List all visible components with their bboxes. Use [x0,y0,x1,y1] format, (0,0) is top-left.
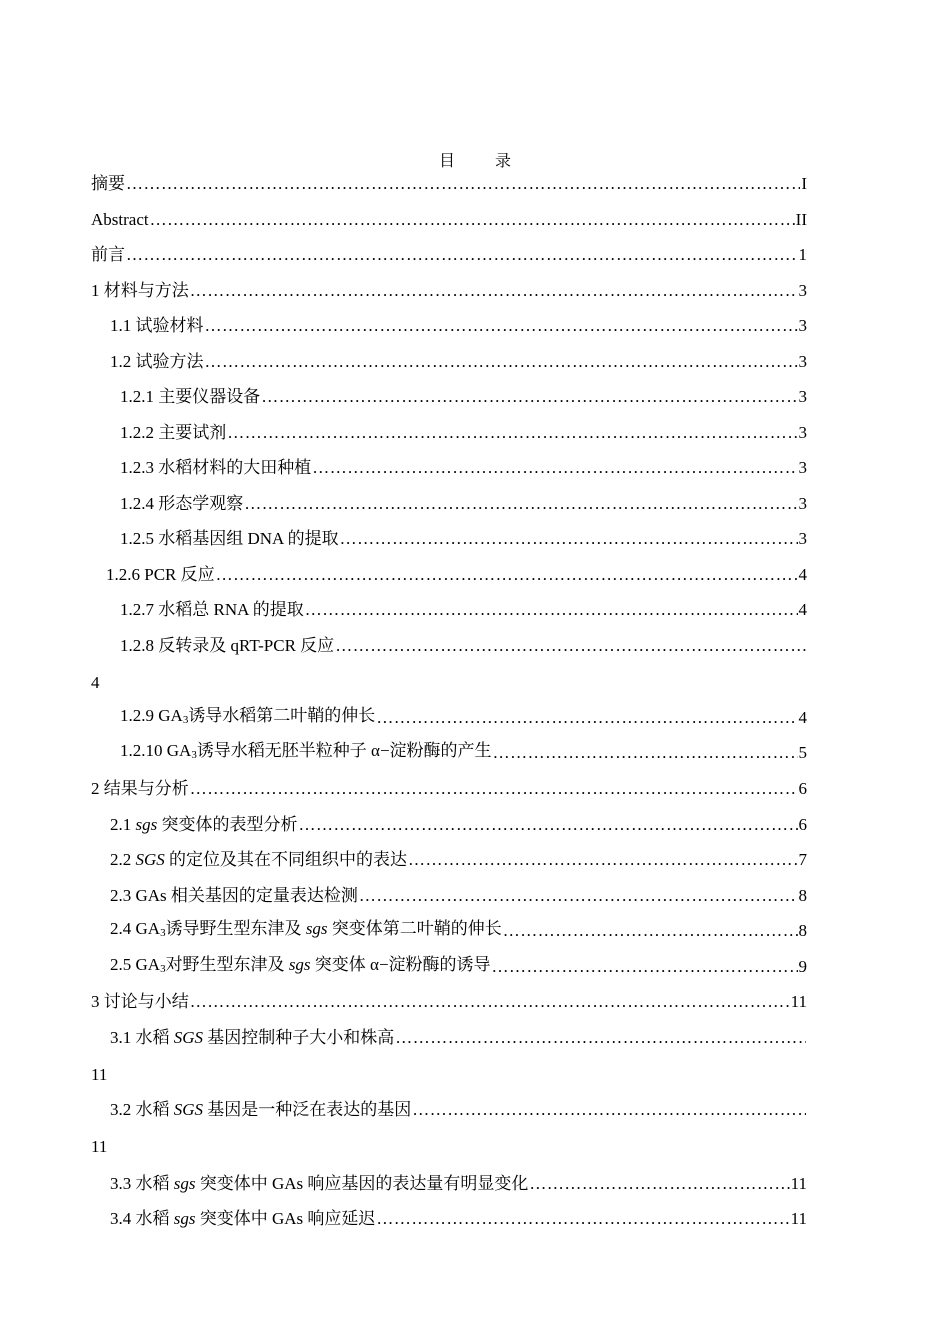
toc-entry-label: 1.2.5 水稻基因组 DNA 的提取 [120,529,339,548]
toc-entry-page: 8 [798,886,807,905]
toc-entry-label: 1.2.8 反转录及 qRT-PCR 反应 [120,636,335,655]
toc-leader-dots [335,634,806,658]
toc-entry-label: 1.2 试验方法 [110,352,204,371]
toc-leader-dots [412,1098,806,1122]
toc-entry-section-1-2-7[interactable] [120,598,807,622]
toc-entry-page: 11 [790,1209,807,1228]
toc-entry-label: 3.4 水稻 sgs 突变体中 GAs 响应延迟 [110,1209,376,1228]
toc-entry-label: 1.2.6 PCR 反应 [106,565,215,584]
toc-entry-section-3-2[interactable] [110,1098,807,1122]
toc-leader-dots [126,172,800,196]
toc-entry-abstract-en[interactable] [91,208,807,232]
toc-entry-label: 前言 [91,245,125,264]
toc-entry-label: 1.2.9 $GA_3$诱导水稻第二叶鞘的伸长 [120,706,376,726]
toc-leader-dots [503,919,798,943]
toc-leader-dots [359,884,798,908]
toc-entry-page: II [795,210,807,229]
toc-entry-page: 6 [798,815,807,834]
toc-leader-dots [492,955,798,979]
toc-entry-page: 8 [798,921,807,940]
toc-entry-section-2-3[interactable] [110,884,807,908]
toc-entry-label: 2.5 $GA_3$对野生型东津及 sgs 突变体 α−淀粉酶的诱导 [110,955,491,975]
toc-leader-dots [408,848,797,872]
toc-leader-dots [376,706,797,730]
toc-leader-dots [529,1172,789,1196]
toc-entry-page: 3 [798,529,807,548]
toc-title: 目 录 [438,153,529,170]
toc-entry-section-1-2-2[interactable] [120,421,807,445]
toc-entry-section-2-1[interactable] [110,813,807,837]
toc-entry-label: 1.2.3 水稻材料的大田种植 [120,458,312,477]
toc-entry-section-3-4[interactable] [110,1207,807,1231]
toc-leader-dots [261,385,797,409]
toc-entry-page: 4 [798,600,807,619]
toc-entry-page: 3 [798,458,807,477]
toc-leader-dots [205,314,798,338]
toc-leader-dots [126,243,798,267]
toc-entry-label: 1.2.1 主要仪器设备 [120,387,261,406]
toc-entry-label: 2 结果与分析 [91,779,189,798]
toc-entry-label: 3.1 水稻 SGS 基因控制种子大小和株高 [110,1028,395,1047]
toc-entry-label: 3.3 水稻 sgs 突变体中 GAs 响应基因的表达量有明显变化 [110,1174,529,1193]
toc-leader-dots [190,990,790,1014]
toc-entry-section-3-1[interactable] [110,1026,807,1050]
toc-entry-section-2[interactable] [91,777,807,801]
toc-entry-page-wrapped: 4 [91,673,100,692]
toc-entry-label: 1.1 试验材料 [110,316,204,335]
toc-entry-page: 1 [798,245,807,264]
toc-entry-label: 2.4 $GA_3$诱导野生型东津及 sgs 突变体第二叶鞘的伸长 [110,919,502,939]
toc-entry-page-wrapped: 11 [91,1065,108,1084]
toc-entry-label: 2.1 sgs 突变体的表型分析 [110,815,298,834]
toc-entry-label: 2.3 GAs 相关基因的定量表达检测 [110,886,358,905]
toc-leader-dots [376,1207,789,1231]
toc-entry-label: 1.2.4 形态学观察 [120,494,244,513]
toc-leader-dots [340,527,798,551]
toc-entry-page: 3 [798,423,807,442]
toc-entry-section-1-2-10[interactable] [120,741,807,765]
toc-entry-page: 3 [798,316,807,335]
toc-entry-page: I [801,174,807,193]
toc-leader-dots [216,563,798,587]
toc-entry-section-2-4[interactable] [110,919,807,943]
toc-entry-section-2-2[interactable] [110,848,807,872]
toc-entry-label: 2.2 SGS 的定位及其在不同组织中的表达 [110,850,408,869]
toc-entry-label: 3 讨论与小结 [91,992,189,1011]
toc-entry-section-1-2-6[interactable] [106,563,807,587]
toc-entry-page-wrapped: 11 [91,1137,108,1156]
toc-entry-section-1-2-4[interactable] [120,492,807,516]
toc-leader-dots [190,777,798,801]
toc-entry-page: 11 [790,1174,807,1193]
toc-entry-page: 3 [798,352,807,371]
toc-entry-label: 1.2.10 $GA_3$诱导水稻无胚半粒种子 α−淀粉酶的产生 [120,741,492,761]
toc-entry-page: 3 [798,281,807,300]
toc-leader-dots [298,813,797,837]
toc-entry-page: 3 [798,387,807,406]
toc-leader-dots [150,208,795,232]
toc-entry-section-1-1[interactable] [110,314,807,338]
toc-entry-section-1-2-5[interactable] [120,527,807,551]
toc-entry-preface[interactable] [91,243,807,267]
toc-leader-dots [493,741,798,765]
toc-leader-dots [205,350,798,374]
toc-entry-page: 4 [798,565,807,584]
toc-entry-label: 1.2.2 主要试剂 [120,423,227,442]
toc-entry-page: 9 [798,957,807,976]
toc-entry-section-1[interactable] [91,279,807,303]
toc-entry-section-1-2-1[interactable] [120,385,807,409]
toc-entry-label: 3.2 水稻 SGS 基因是一种泛在表达的基因 [110,1100,412,1119]
toc-entry-section-1-2-8[interactable] [120,634,807,658]
toc-entry-page: 4 [798,708,807,727]
toc-entry-section-3[interactable] [91,990,807,1014]
toc-entry-abstract-cn[interactable] [91,172,807,196]
toc-leader-dots [190,279,798,303]
toc-entry-section-1-2-3[interactable] [120,456,807,480]
toc-entry-section-2-5[interactable] [110,955,807,979]
toc-leader-dots [244,492,797,516]
toc-entry-page: 6 [798,779,807,798]
toc-entry-page: 7 [798,850,807,869]
toc-entry-section-3-3[interactable] [110,1172,807,1196]
toc-entry-label: 1.2.7 水稻总 RNA 的提取 [120,600,304,619]
toc-entry-label: Abstract [91,210,149,229]
toc-leader-dots [312,456,797,480]
toc-entry-page: 3 [798,494,807,513]
toc-leader-dots [305,598,798,622]
toc-entry-section-1-2-9[interactable] [120,706,807,730]
toc-entry-page: 11 [790,992,807,1011]
toc-entry-label: 1 材料与方法 [91,281,189,300]
toc-leader-dots [395,1026,806,1050]
toc-entry-section-1-2[interactable] [110,350,807,374]
toc-entry-page: 5 [798,743,807,762]
toc-leader-dots [227,421,797,445]
toc-entry-label: 摘要 [91,174,125,193]
